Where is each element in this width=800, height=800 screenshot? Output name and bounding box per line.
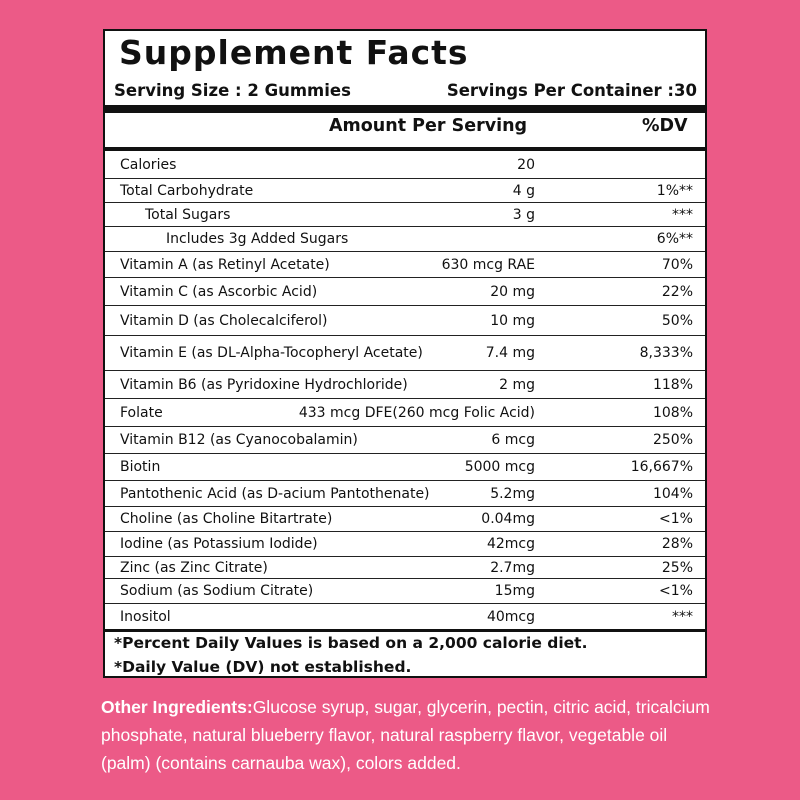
nutrient-dv: 1%**: [656, 182, 693, 199]
table-row: [105, 151, 705, 179]
nutrient-name: Vitamin D (as Cholecalciferol): [120, 312, 328, 329]
table-row: [105, 371, 705, 399]
nutrient-amount: 4 g: [512, 182, 535, 199]
table-row: [105, 481, 705, 507]
table-row: [105, 604, 705, 632]
nutrient-name: Zinc (as Zinc Citrate): [120, 559, 268, 576]
table-row: [105, 252, 705, 278]
nutrient-amount: 10 mg: [490, 312, 535, 329]
footnote-daily-values: *Percent Daily Values is based on a 2,000 calorie diet.: [114, 634, 588, 652]
servings-per-container: Servings Per Container :30: [446, 81, 697, 100]
nutrient-name: Calories: [120, 156, 177, 173]
table-row: [105, 427, 705, 454]
nutrient-dv: 28%: [661, 536, 693, 552]
nutrient-dv: ***: [672, 206, 693, 223]
amount-per-serving-header: Amount Per Serving: [329, 116, 528, 136]
nutrient-dv: 50%: [661, 312, 693, 329]
nutrient-amount: 2 mg: [499, 376, 535, 393]
nutrient-dv: 6%**: [656, 231, 693, 247]
nutrient-amount: 6 mcg: [491, 432, 535, 448]
table-row: [105, 336, 705, 371]
nutrient-name: Vitamin E (as DL-Alpha-Tocopheryl Acetate): [120, 345, 423, 361]
nutrient-dv: ***: [672, 608, 693, 625]
nutrient-dv: 22%: [661, 283, 693, 300]
nutrient-amount: 5.2mg: [490, 485, 535, 502]
nutrient-amount: 3 g: [512, 206, 535, 223]
other-ingredients-label: Other Ingredients:: [101, 697, 253, 717]
nutrient-name: Sodium (as Sodium Citrate): [120, 583, 314, 599]
serving-size: Serving Size : 2 Gummies: [114, 81, 351, 100]
table-row: [105, 399, 705, 427]
nutrient-dv: 108%: [652, 404, 693, 421]
nutrient-dv: 8,333%: [639, 345, 693, 361]
nutrient-name: Total Sugars: [145, 206, 231, 223]
table-row: [105, 203, 705, 227]
table-row: [105, 306, 705, 336]
nutrient-name: Vitamin C (as Ascorbic Acid): [120, 283, 318, 300]
nutrient-name: Folate: [120, 404, 163, 421]
nutrient-amount: 433 mcg DFE(260 mcg Folic Acid): [298, 404, 535, 421]
nutrient-name: Inositol: [120, 608, 171, 625]
nutrient-dv: 250%: [652, 432, 693, 448]
nutrient-name: Iodine (as Potassium Iodide): [120, 536, 318, 552]
nutrient-name: Vitamin B12 (as Cyanocobalamin): [120, 432, 358, 448]
nutrient-dv: <1%: [659, 511, 693, 527]
nutrient-dv: 118%: [652, 376, 693, 393]
nutrient-dv: <1%: [659, 583, 693, 599]
nutrient-amount: 40mcg: [486, 608, 535, 625]
panel-title: Supplement Facts: [119, 33, 469, 72]
nutrient-name: Vitamin A (as Retinyl Acetate): [120, 256, 330, 273]
nutrient-amount: 20: [517, 156, 535, 173]
nutrient-dv: 70%: [661, 256, 693, 273]
dv-header: %DV: [642, 116, 688, 136]
nutrient-dv: 16,667%: [630, 459, 693, 475]
table-row: [105, 579, 705, 604]
nutrient-amount: 7.4 mg: [485, 345, 535, 361]
nutrient-amount: 630 mcg RAE: [441, 256, 535, 273]
table-row: [105, 227, 705, 252]
table-row: [105, 179, 705, 203]
nutrient-name: Vitamin B6 (as Pyridoxine Hydrochloride): [120, 376, 408, 393]
nutrient-dv: 104%: [652, 485, 693, 502]
other-ingredients: [101, 693, 721, 777]
table-row: [105, 557, 705, 579]
nutrient-amount: 0.04mg: [481, 511, 535, 527]
nutrient-amount: 42mcg: [486, 536, 535, 552]
supplement-facts-panel: [103, 29, 707, 678]
table-row: [105, 278, 705, 306]
thick-divider: [105, 105, 705, 113]
nutrient-amount: 20 mg: [490, 283, 535, 300]
table-row: [105, 454, 705, 481]
nutrient-amount: 15mg: [494, 583, 535, 599]
nutrient-name: Includes 3g Added Sugars: [166, 231, 349, 247]
footnote-not-established: *Daily Value (DV) not established.: [114, 658, 412, 676]
nutrient-name: Pantothenic Acid (as D-acium Pantothenate): [120, 485, 430, 502]
table-row: [105, 507, 705, 532]
nutrient-name: Total Carbohydrate: [120, 182, 254, 199]
nutrient-amount: 5000 mcg: [464, 459, 535, 475]
nutrient-name: Choline (as Choline Bitartrate): [120, 511, 333, 527]
nutrient-name: Biotin: [120, 459, 161, 475]
table-row: [105, 532, 705, 557]
nutrient-dv: 25%: [661, 559, 693, 576]
other-ingredients-text: Glucose syrup, sugar, glycerin, pectin, citric acid, tricalcium phosphate, natural blueberry flavor, natural raspberry flavor, vegetable oil (palm) (contains carnauba wax), colors added.: [101, 697, 710, 773]
nutrient-amount: 2.7mg: [490, 559, 535, 576]
